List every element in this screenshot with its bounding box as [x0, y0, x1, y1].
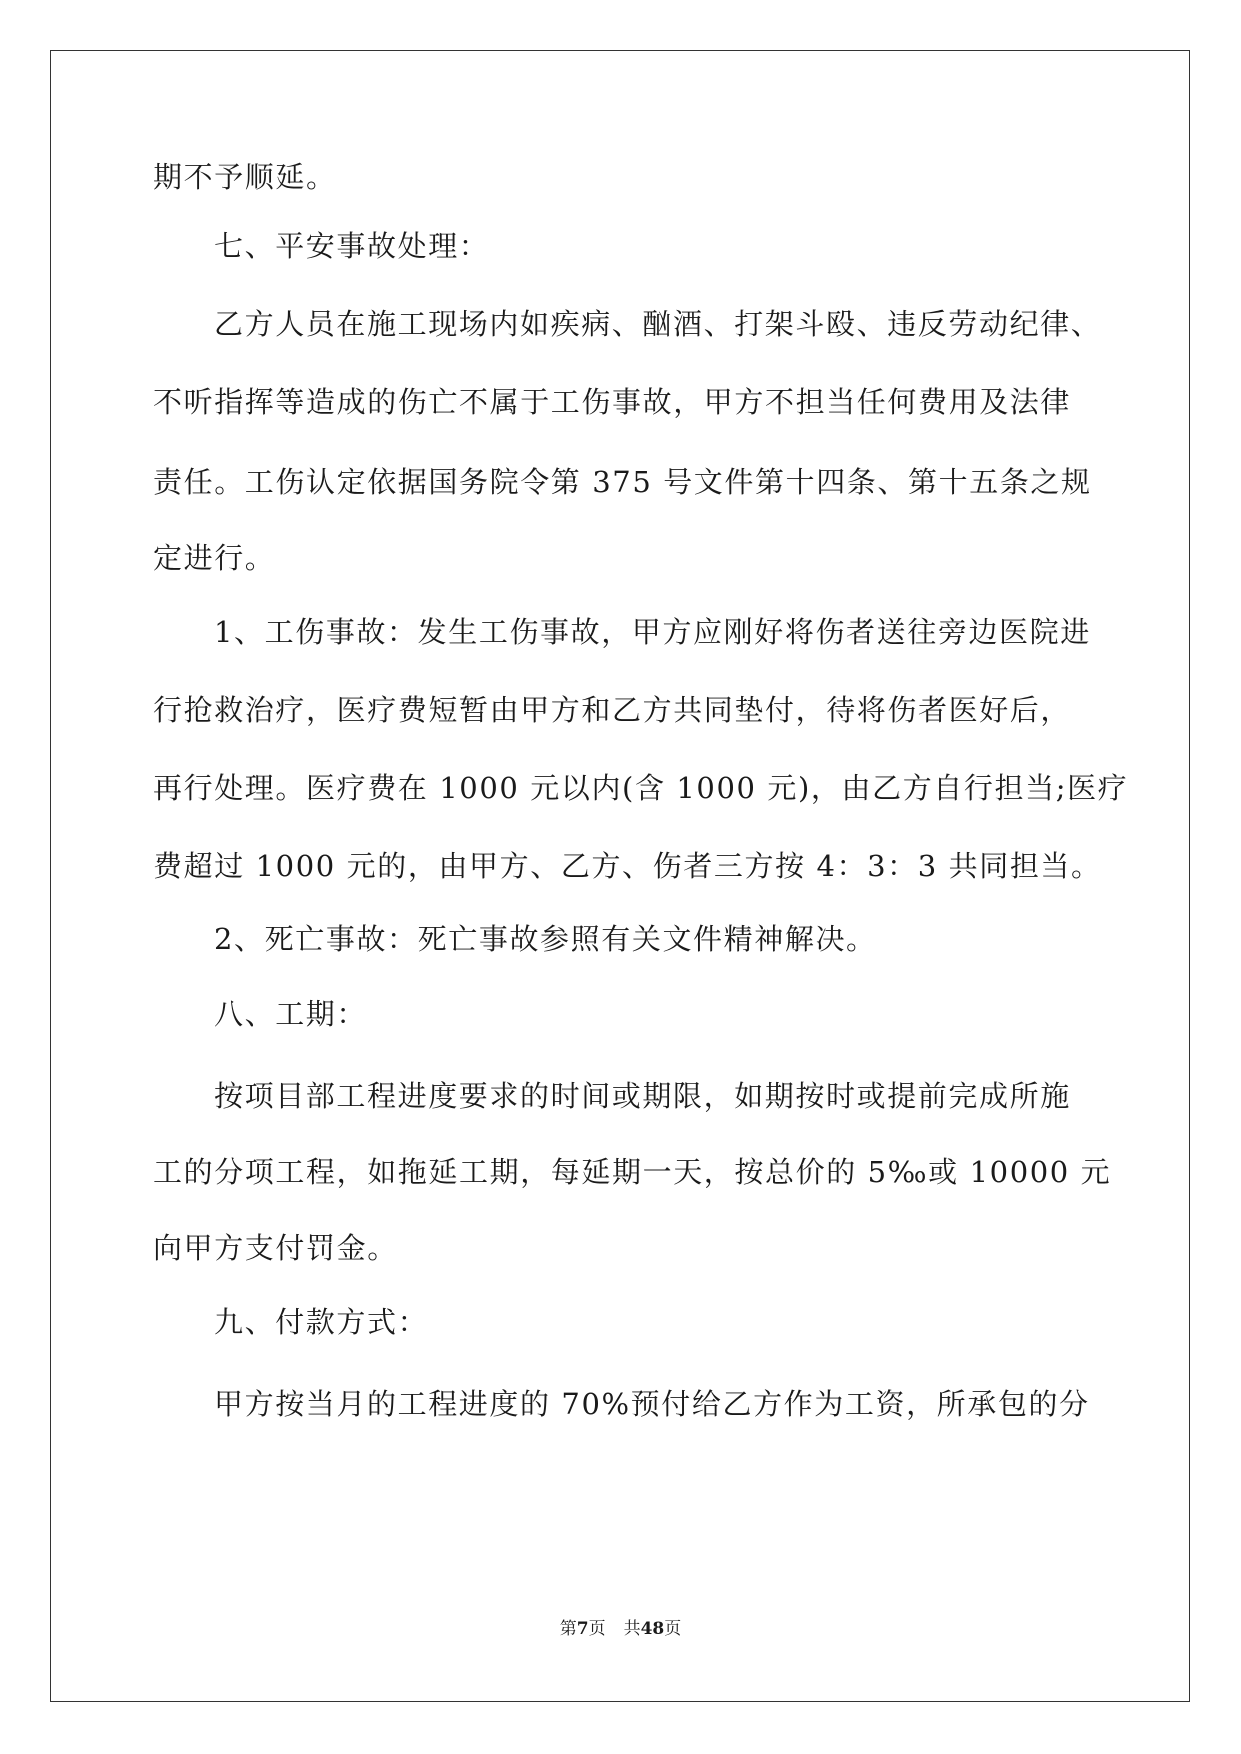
text-line-14: 工的分项工程，如拖延工期，每延期一天，按总价的 5‰或 10000 元 — [153, 1155, 1112, 1189]
page-number: 7 — [576, 1619, 589, 1639]
text-line-10: 费超过 1000 元的，由甲方、乙方、伤者三方按 4：3：3 共同担当。 — [153, 849, 1102, 883]
text-line-5: 责任。工伤认定依据国务院令第 375 号文件第十四条、第十五条之规 — [153, 465, 1092, 499]
text-line-13: 按项目部工程进度要求的时间或期限，如期按时或提前完成所施 — [214, 1079, 1071, 1113]
text-line-1: 期不予顺延。 — [153, 160, 337, 194]
text-line-15: 向甲方支付罚金。 — [153, 1231, 398, 1265]
total-prefix: 共 — [623, 1619, 641, 1639]
section-heading-8: 八、工期： — [214, 997, 368, 1031]
total-suffix: 页 — [664, 1619, 682, 1639]
page-suffix: 页 — [588, 1619, 606, 1639]
section-heading-9: 九、付款方式： — [214, 1305, 429, 1339]
section-heading-7: 七、平安事故处理： — [214, 229, 490, 263]
text-line-8: 行抢救治疗，医疗费短暂由甲方和乙方共同垫付，待将伤者医好后， — [153, 693, 1072, 727]
page-footer — [0, 1618, 1241, 1640]
text-line-11: 2、死亡事故：死亡事故参照有关文件精神解决。 — [214, 922, 877, 956]
page-prefix: 第 — [559, 1619, 577, 1639]
text-line-17: 甲方按当月的工程进度的 70%预付给乙方作为工资，所承包的分 — [214, 1387, 1090, 1421]
text-line-4: 不听指挥等造成的伤亡不属于工伤事故，甲方不担当任何费用及法律 — [153, 385, 1072, 419]
text-line-7: 1、工伤事故：发生工伤事故，甲方应刚好将伤者送往旁边医院进 — [214, 615, 1091, 649]
text-line-6: 定进行。 — [153, 541, 276, 575]
text-line-3: 乙方人员在施工现场内如疾病、酗酒、打架斗殴、违反劳动纪律、 — [214, 307, 1102, 341]
total-pages: 48 — [640, 1619, 665, 1639]
text-line-9: 再行处理。医疗费在 1000 元以内(含 1000 元)，由乙方自行担当;医疗 — [153, 771, 1129, 805]
